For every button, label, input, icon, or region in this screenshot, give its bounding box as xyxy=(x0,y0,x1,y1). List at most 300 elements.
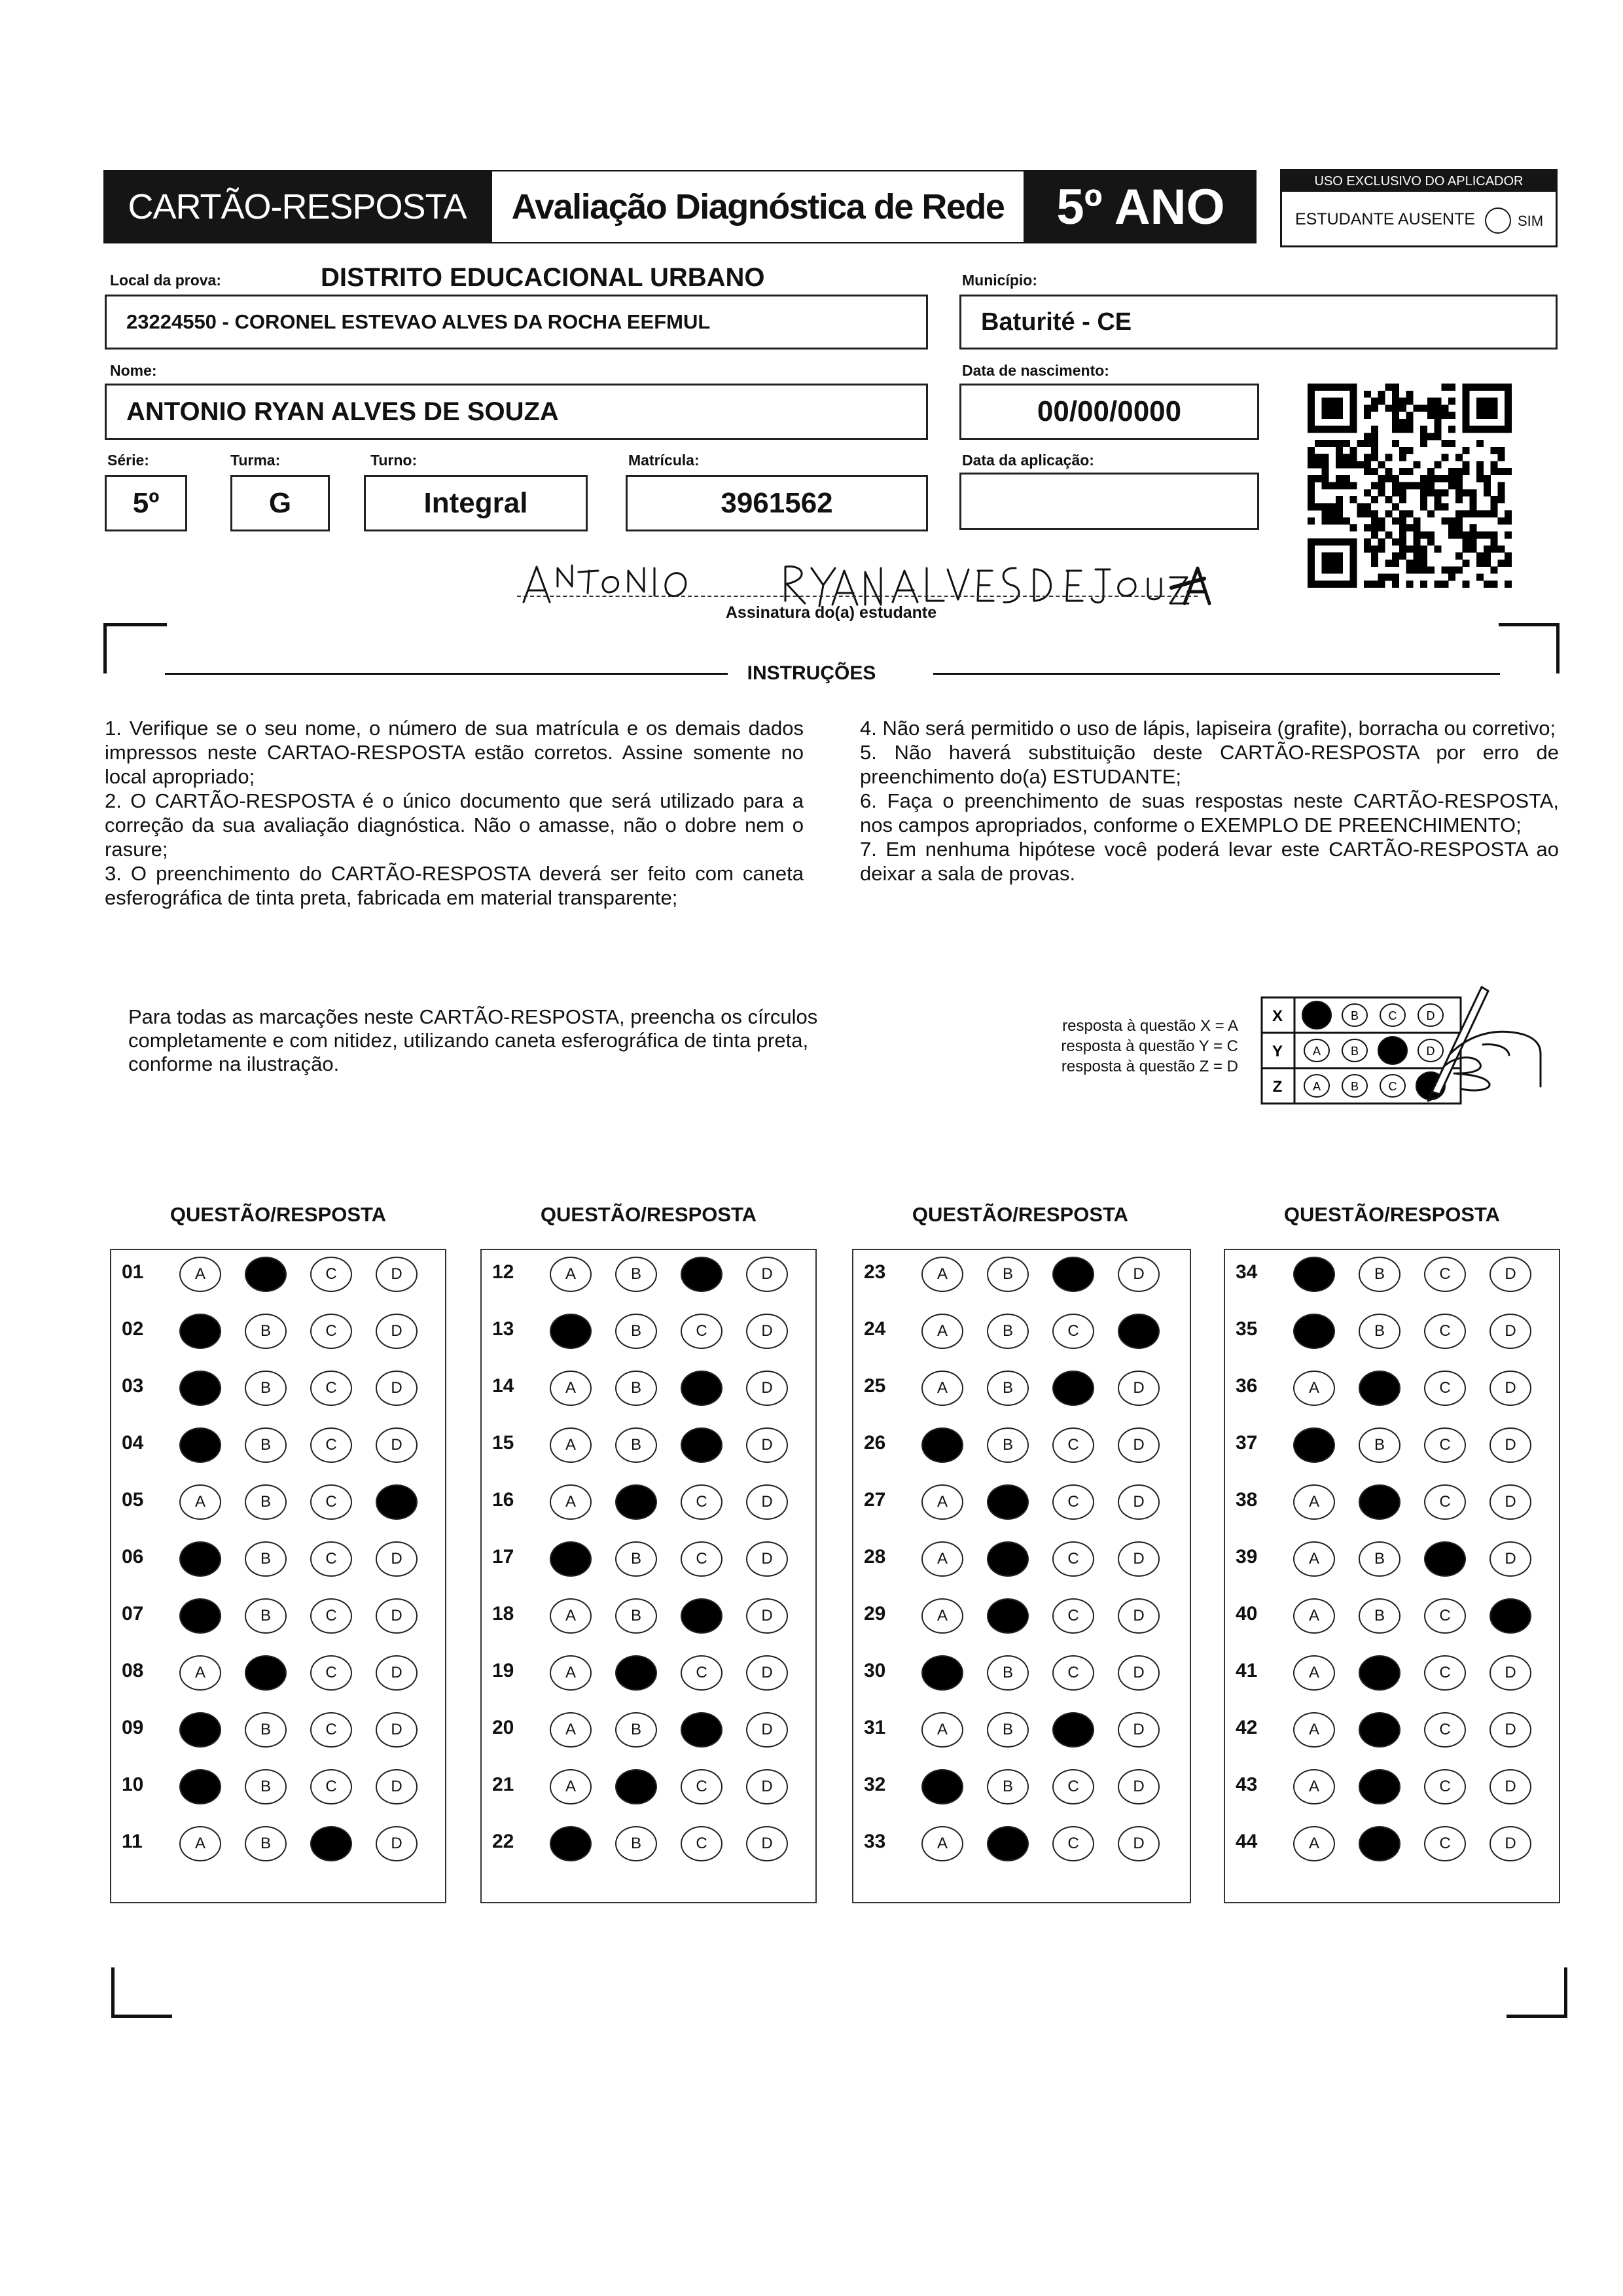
answer-bubble-c[interactable]: C xyxy=(310,1257,352,1292)
answer-bubble-c[interactable]: C xyxy=(1052,1371,1094,1406)
answer-bubble-c[interactable]: C xyxy=(1424,1598,1466,1634)
ausente-label: ESTUDANTE AUSENTE xyxy=(1295,210,1476,228)
answer-bubble-a[interactable]: A xyxy=(179,1427,221,1463)
matricula-field xyxy=(626,475,928,531)
answer-bubble-c[interactable]: C xyxy=(681,1257,722,1292)
instructions-rule-right xyxy=(933,673,1500,675)
answer-bubble-c[interactable]: C xyxy=(1424,1826,1466,1861)
nascimento-field xyxy=(959,384,1259,440)
answer-bubble-c[interactable]: C xyxy=(681,1314,722,1349)
question-number: 07 xyxy=(122,1603,144,1624)
nascimento-label: Data de nascimento: xyxy=(962,362,1109,379)
question-number: 34 xyxy=(1236,1261,1258,1283)
answer-bubble-a[interactable]: A xyxy=(921,1541,963,1577)
corner-bottom-right xyxy=(1507,1967,1567,2018)
answer-bubble-a[interactable]: A xyxy=(550,1314,592,1349)
answer-bubble-c[interactable]: C xyxy=(681,1598,722,1634)
example-bubble-letter: A xyxy=(1312,1045,1321,1058)
answer-bubble-b[interactable]: B xyxy=(987,1371,1029,1406)
answer-column-1 xyxy=(110,1249,446,1903)
answer-bubble-b[interactable]: B xyxy=(245,1826,287,1861)
instructions-right xyxy=(860,716,1559,886)
question-number: 37 xyxy=(1236,1432,1258,1454)
answer-bubble-c[interactable]: C xyxy=(1424,1769,1466,1804)
example-bubble-letter: A xyxy=(1312,1080,1321,1093)
nome-field xyxy=(105,384,928,440)
answer-bubble-d[interactable]: D xyxy=(1118,1655,1160,1691)
answer-bubble-d[interactable]: D xyxy=(1118,1257,1160,1292)
answer-bubble-b[interactable]: B xyxy=(1359,1655,1400,1691)
answer-bubble-d[interactable]: D xyxy=(1118,1371,1160,1406)
example-bubble-letter: B xyxy=(1350,1045,1359,1058)
answer-bubble-b[interactable]: B xyxy=(615,1655,657,1691)
answer-bubble-c[interactable]: C xyxy=(1052,1427,1094,1463)
answer-row xyxy=(111,1253,445,1292)
question-number: 39 xyxy=(1236,1546,1258,1568)
answer-bubble-a[interactable]: A xyxy=(1293,1712,1335,1748)
example-row-label: X xyxy=(1272,1007,1283,1025)
answer-bubble-a[interactable]: A xyxy=(550,1712,592,1748)
answer-row xyxy=(1225,1822,1559,1861)
answer-row xyxy=(111,1537,445,1577)
answer-bubble-d[interactable]: D xyxy=(1489,1541,1531,1577)
answer-bubble-b[interactable]: B xyxy=(615,1427,657,1463)
answer-bubble-c[interactable]: C xyxy=(681,1484,722,1520)
question-number: 13 xyxy=(492,1318,514,1340)
answer-bubble-d[interactable]: D xyxy=(1118,1484,1160,1520)
question-number: 25 xyxy=(864,1375,886,1397)
serie-label: Série: xyxy=(107,452,149,469)
answer-bubble-d[interactable]: D xyxy=(376,1598,418,1634)
question-number: 02 xyxy=(122,1318,144,1340)
question-number: 12 xyxy=(492,1261,514,1283)
answer-bubble-a[interactable]: A xyxy=(179,1314,221,1349)
answer-row xyxy=(111,1424,445,1463)
nome-label: Nome: xyxy=(110,362,157,379)
answer-bubble-a[interactable]: A xyxy=(921,1826,963,1861)
answer-bubble-b[interactable]: B xyxy=(987,1712,1029,1748)
answer-bubble-b[interactable]: B xyxy=(1359,1769,1400,1804)
answer-column-2 xyxy=(480,1249,817,1903)
answer-bubble-b[interactable]: B xyxy=(615,1484,657,1520)
aplicacao-field xyxy=(959,473,1259,530)
answer-bubble-c[interactable]: C xyxy=(681,1769,722,1804)
municipio-label: Município: xyxy=(962,272,1037,289)
column-title: QUESTÃO/RESPOSTA xyxy=(540,1203,757,1226)
answer-row xyxy=(1225,1480,1559,1520)
answer-bubble-b[interactable]: B xyxy=(987,1826,1029,1861)
question-number: 26 xyxy=(864,1432,886,1454)
answer-row xyxy=(111,1822,445,1861)
question-number: 31 xyxy=(864,1717,886,1738)
aplicador-box xyxy=(1280,169,1558,247)
answer-bubble-b[interactable]: B xyxy=(987,1427,1029,1463)
nascimento-value: 00/00/0000 xyxy=(1037,395,1182,427)
answer-bubble-d[interactable]: D xyxy=(1489,1769,1531,1804)
answer-bubble-d[interactable]: D xyxy=(746,1257,788,1292)
question-number: 32 xyxy=(864,1774,886,1795)
answer-bubble-a[interactable]: A xyxy=(179,1541,221,1577)
answer-bubble-a[interactable]: A xyxy=(550,1655,592,1691)
local-value: DISTRITO EDUCACIONAL URBANO xyxy=(321,263,765,292)
answer-bubble-c[interactable]: C xyxy=(310,1541,352,1577)
answer-bubble-c[interactable]: C xyxy=(310,1712,352,1748)
answer-bubble-d[interactable]: D xyxy=(1118,1541,1160,1577)
answer-bubble-a[interactable]: A xyxy=(550,1427,592,1463)
answer-bubble-d[interactable]: D xyxy=(376,1371,418,1406)
answer-bubble-b[interactable]: B xyxy=(1359,1257,1400,1292)
answer-bubble-d[interactable]: D xyxy=(746,1598,788,1634)
answer-bubble-a[interactable]: A xyxy=(921,1769,963,1804)
answer-bubble-b[interactable]: B xyxy=(987,1257,1029,1292)
answer-bubble-d[interactable]: D xyxy=(746,1427,788,1463)
answer-bubble-c[interactable]: C xyxy=(1052,1598,1094,1634)
answer-row xyxy=(482,1537,815,1577)
fill-example-illustration xyxy=(1260,982,1542,1113)
answer-row xyxy=(482,1822,815,1861)
exam-title: Avaliação Diagnóstica de Rede xyxy=(491,170,1025,243)
question-number: 42 xyxy=(1236,1717,1258,1738)
answer-bubble-c[interactable]: C xyxy=(1424,1314,1466,1349)
answer-bubble-b[interactable]: B xyxy=(987,1314,1029,1349)
answer-bubble-d[interactable]: D xyxy=(746,1769,788,1804)
answer-bubble-d[interactable]: D xyxy=(746,1484,788,1520)
answer-bubble-a[interactable]: A xyxy=(179,1598,221,1634)
example-bubble-letter: B xyxy=(1350,1080,1359,1093)
answer-bubble-d[interactable]: D xyxy=(1489,1826,1531,1861)
answer-bubble-d[interactable]: D xyxy=(1489,1712,1531,1748)
question-number: 30 xyxy=(864,1660,886,1681)
answer-bubble-a[interactable]: A xyxy=(179,1484,221,1520)
question-number: 06 xyxy=(122,1546,144,1568)
question-number: 19 xyxy=(492,1660,514,1681)
answer-bubble-c[interactable]: C xyxy=(1424,1541,1466,1577)
answer-bubble-a[interactable]: A xyxy=(550,1541,592,1577)
answer-bubble-c[interactable]: C xyxy=(310,1371,352,1406)
answer-bubble-c[interactable]: C xyxy=(1424,1712,1466,1748)
answer-bubble-b[interactable]: B xyxy=(1359,1484,1400,1520)
answer-bubble-c[interactable]: C xyxy=(681,1826,722,1861)
serie-value: 5º xyxy=(132,487,160,519)
answer-bubble-b[interactable]: B xyxy=(987,1484,1029,1520)
answer-bubble-d[interactable]: D xyxy=(746,1826,788,1861)
answer-bubble-d[interactable]: D xyxy=(376,1541,418,1577)
answer-bubble-a[interactable]: A xyxy=(921,1257,963,1292)
answer-bubble-b[interactable]: B xyxy=(245,1598,287,1634)
answer-bubble-a[interactable]: A xyxy=(1293,1484,1335,1520)
question-number: 14 xyxy=(492,1375,514,1397)
answer-bubble-c[interactable]: C xyxy=(1052,1826,1094,1861)
answer-bubble-a[interactable]: A xyxy=(921,1371,963,1406)
answer-bubble-b[interactable]: B xyxy=(245,1314,287,1349)
answer-bubble-d[interactable]: D xyxy=(1489,1427,1531,1463)
answer-bubble-b[interactable]: B xyxy=(615,1769,657,1804)
escola-field xyxy=(105,295,928,350)
answer-bubble-c[interactable]: C xyxy=(310,1598,352,1634)
answer-bubble-b[interactable]: B xyxy=(987,1769,1029,1804)
turno-value: Integral xyxy=(423,487,528,519)
instruction-7: 7. Em nenhuma hipótese você poderá levar este CARTÃO-RESPOSTA ao deixar a sala de provas. xyxy=(860,838,1559,885)
instructions-title: INSTRUÇÕES xyxy=(747,662,876,684)
answer-row xyxy=(482,1424,815,1463)
question-number: 21 xyxy=(492,1774,514,1795)
nome-value: ANTONIO RYAN ALVES DE SOUZA xyxy=(126,397,559,426)
answer-bubble-a[interactable]: A xyxy=(1293,1257,1335,1292)
answer-row xyxy=(482,1480,815,1520)
answer-bubble-d[interactable]: D xyxy=(376,1655,418,1691)
turno-label: Turno: xyxy=(370,452,418,469)
answer-bubble-a[interactable]: A xyxy=(921,1598,963,1634)
answer-bubble-a[interactable]: A xyxy=(921,1484,963,1520)
answer-bubble-b[interactable]: B xyxy=(615,1712,657,1748)
example-bubble-x-a xyxy=(1302,1001,1331,1029)
answer-bubble-b[interactable]: B xyxy=(1359,1427,1400,1463)
answer-bubble-b[interactable]: B xyxy=(245,1655,287,1691)
answer-bubble-d[interactable]: D xyxy=(376,1712,418,1748)
answer-bubble-b[interactable]: B xyxy=(987,1541,1029,1577)
answer-bubble-a[interactable]: A xyxy=(921,1712,963,1748)
question-number: 28 xyxy=(864,1546,886,1568)
question-number: 33 xyxy=(864,1831,886,1852)
answer-bubble-c[interactable]: C xyxy=(310,1655,352,1691)
answer-row xyxy=(1225,1253,1559,1292)
answer-bubble-c[interactable]: C xyxy=(1052,1655,1094,1691)
answer-bubble-b[interactable]: B xyxy=(245,1427,287,1463)
answer-bubble-c[interactable]: C xyxy=(1052,1712,1094,1748)
answer-bubble-a[interactable]: A xyxy=(550,1769,592,1804)
answer-bubble-b[interactable]: B xyxy=(615,1314,657,1349)
answer-row xyxy=(853,1594,1190,1634)
answer-row xyxy=(111,1708,445,1748)
turno-field xyxy=(364,475,588,531)
answer-bubble-d[interactable]: D xyxy=(1489,1484,1531,1520)
answer-bubble-c[interactable]: C xyxy=(1052,1484,1094,1520)
answer-bubble-b[interactable]: B xyxy=(1359,1598,1400,1634)
answer-bubble-d[interactable]: D xyxy=(1489,1655,1531,1691)
answer-row xyxy=(853,1424,1190,1463)
answer-row xyxy=(1225,1594,1559,1634)
answer-bubble-d[interactable]: D xyxy=(1118,1427,1160,1463)
question-number: 43 xyxy=(1236,1774,1258,1795)
answer-bubble-c[interactable]: C xyxy=(1424,1484,1466,1520)
answer-bubble-a[interactable]: A xyxy=(1293,1427,1335,1463)
question-number: 18 xyxy=(492,1603,514,1624)
answer-bubble-b[interactable]: B xyxy=(987,1655,1029,1691)
answer-row xyxy=(1225,1424,1559,1463)
pen-hand-icon xyxy=(1428,987,1541,1101)
example-bubble-letter: C xyxy=(1388,1009,1397,1022)
answer-bubble-b[interactable]: B xyxy=(1359,1826,1400,1861)
signature-line xyxy=(517,596,1198,597)
instructions-left xyxy=(105,716,804,910)
answer-bubble-b[interactable]: B xyxy=(245,1712,287,1748)
answer-bubble-b[interactable]: B xyxy=(615,1257,657,1292)
answer-bubble-b[interactable]: B xyxy=(615,1541,657,1577)
answer-bubble-c[interactable]: C xyxy=(1052,1257,1094,1292)
instruction-3: 3. O preenchimento do CARTÃO-RESPOSTA deverá ser feito com caneta esferográfica de tinta preta, fabricada em material transparente; xyxy=(105,862,804,909)
answer-bubble-c[interactable]: C xyxy=(1424,1427,1466,1463)
answer-bubble-a[interactable]: A xyxy=(179,1655,221,1691)
answer-bubble-d[interactable]: D xyxy=(376,1484,418,1520)
question-number: 10 xyxy=(122,1774,144,1795)
answer-bubble-a[interactable]: A xyxy=(179,1712,221,1748)
answer-bubble-b[interactable]: B xyxy=(1359,1541,1400,1577)
answer-bubble-b[interactable]: B xyxy=(1359,1314,1400,1349)
answer-bubble-a[interactable]: A xyxy=(179,1769,221,1804)
fill-instructions: Para todas as marcações neste CARTÃO-RESPOSTA, preencha os círculos completamente e com nitidez, utilizando caneta esferográfica de tinta preta, conforme na ilustração. xyxy=(128,1005,818,1075)
answer-bubble-d[interactable]: D xyxy=(376,1769,418,1804)
answer-bubble-b[interactable]: B xyxy=(245,1541,287,1577)
answer-bubble-c[interactable]: C xyxy=(681,1427,722,1463)
answer-bubble-c[interactable]: C xyxy=(681,1712,722,1748)
answer-bubble-b[interactable]: B xyxy=(615,1598,657,1634)
answer-bubble-a[interactable]: A xyxy=(550,1484,592,1520)
answer-bubble-b[interactable]: B xyxy=(245,1484,287,1520)
question-number: 24 xyxy=(864,1318,886,1340)
answer-row xyxy=(853,1253,1190,1292)
local-label: Local da prova: xyxy=(110,272,221,289)
question-number: 41 xyxy=(1236,1660,1258,1681)
question-number: 11 xyxy=(122,1831,143,1852)
answer-bubble-c[interactable]: C xyxy=(1424,1371,1466,1406)
answer-row xyxy=(853,1367,1190,1406)
answer-row xyxy=(1225,1765,1559,1804)
answer-row xyxy=(1225,1367,1559,1406)
answer-bubble-c[interactable]: C xyxy=(1052,1541,1094,1577)
answer-bubble-c[interactable]: C xyxy=(310,1484,352,1520)
answer-bubble-c[interactable]: C xyxy=(1052,1769,1094,1804)
answer-bubble-a[interactable]: A xyxy=(550,1598,592,1634)
answer-bubble-c[interactable]: C xyxy=(1424,1655,1466,1691)
answer-bubble-c[interactable]: C xyxy=(310,1826,352,1861)
answer-bubble-d[interactable]: D xyxy=(1118,1769,1160,1804)
answer-bubble-d[interactable]: D xyxy=(1489,1371,1531,1406)
answer-bubble-b[interactable]: B xyxy=(1359,1371,1400,1406)
answer-bubble-b[interactable]: B xyxy=(245,1769,287,1804)
answer-bubble-a[interactable]: A xyxy=(179,1826,221,1861)
answer-bubble-d[interactable]: D xyxy=(1489,1257,1531,1292)
answer-bubble-c[interactable]: C xyxy=(681,1655,722,1691)
answer-bubble-d[interactable]: D xyxy=(1489,1598,1531,1634)
question-number: 23 xyxy=(864,1261,886,1283)
example-row-label: Z xyxy=(1272,1078,1283,1096)
answer-bubble-a[interactable]: A xyxy=(550,1257,592,1292)
answer-row xyxy=(482,1253,815,1292)
instruction-1: 1. Verifique se o seu nome, o número de sua matrícula e os demais dados impressos neste CARTAO-RESPOSTA estão corretos. Assine somente no local apropriado; xyxy=(105,717,804,788)
answer-bubble-c[interactable]: C xyxy=(310,1769,352,1804)
answer-bubble-a[interactable]: A xyxy=(550,1371,592,1406)
answer-bubble-a[interactable]: A xyxy=(921,1655,963,1691)
answer-bubble-a[interactable]: A xyxy=(550,1826,592,1861)
answer-bubble-c[interactable]: C xyxy=(310,1314,352,1349)
answer-bubble-b[interactable]: B xyxy=(615,1826,657,1861)
answer-bubble-c[interactable]: C xyxy=(310,1427,352,1463)
matricula-value: 3961562 xyxy=(721,487,833,519)
answer-bubble-d[interactable]: D xyxy=(376,1427,418,1463)
answer-bubble-c[interactable]: C xyxy=(1052,1314,1094,1349)
answer-row xyxy=(1225,1310,1559,1349)
answer-bubble-a[interactable]: A xyxy=(179,1371,221,1406)
answer-bubble-a[interactable]: A xyxy=(1293,1314,1335,1349)
answer-bubble-d[interactable]: D xyxy=(376,1314,418,1349)
answer-bubble-b[interactable]: B xyxy=(1359,1712,1400,1748)
example-legend-x: resposta à questão X = A xyxy=(1062,1017,1238,1035)
answer-bubble-d[interactable]: D xyxy=(746,1314,788,1349)
answer-row xyxy=(111,1480,445,1520)
answer-bubble-a[interactable]: A xyxy=(1293,1371,1335,1406)
answer-bubble-b[interactable]: B xyxy=(245,1371,287,1406)
answer-bubble-d[interactable]: D xyxy=(1118,1712,1160,1748)
question-number: 01 xyxy=(122,1261,144,1283)
signature-caption: Assinatura do(a) estudante xyxy=(725,603,937,622)
answer-bubble-d[interactable]: D xyxy=(746,1655,788,1691)
answer-bubble-a[interactable]: A xyxy=(1293,1655,1335,1691)
answer-bubble-d[interactable]: D xyxy=(1118,1314,1160,1349)
question-number: 15 xyxy=(492,1432,514,1454)
question-number: 05 xyxy=(122,1489,144,1511)
answer-bubble-c[interactable]: C xyxy=(1424,1257,1466,1292)
answer-row xyxy=(853,1651,1190,1691)
question-number: 04 xyxy=(122,1432,144,1454)
answer-bubble-a[interactable]: A xyxy=(921,1427,963,1463)
answer-bubble-c[interactable]: C xyxy=(681,1371,722,1406)
answer-bubble-a[interactable]: A xyxy=(1293,1598,1335,1634)
answer-bubble-d[interactable]: D xyxy=(376,1826,418,1861)
answer-row xyxy=(482,1708,815,1748)
answer-bubble-d[interactable]: D xyxy=(1118,1598,1160,1634)
answer-bubble-d[interactable]: D xyxy=(746,1541,788,1577)
example-bubble-letter: C xyxy=(1388,1080,1397,1093)
turma-label: Turma: xyxy=(230,452,281,469)
answer-row xyxy=(111,1367,445,1406)
instruction-2: 2. O CARTÃO-RESPOSTA é o único documento que será utilizado para a correção da sua avaliação diagnóstica. Não o amasse, não o dobre nem o rasure; xyxy=(105,789,804,861)
escola-value: 23224550 - CORONEL ESTEVAO ALVES DA ROCHA EEFMUL xyxy=(126,310,711,333)
answer-row xyxy=(111,1765,445,1804)
question-number: 20 xyxy=(492,1717,514,1738)
answer-bubble-d[interactable]: D xyxy=(746,1371,788,1406)
answer-bubble-a[interactable]: A xyxy=(1293,1826,1335,1861)
answer-bubble-d[interactable]: D xyxy=(376,1257,418,1292)
example-bubble-letter: D xyxy=(1426,1009,1435,1022)
aplicacao-label: Data da aplicação: xyxy=(962,452,1094,469)
question-number: 03 xyxy=(122,1375,144,1397)
grade-label: 5º ANO xyxy=(1025,170,1257,243)
answer-bubble-b[interactable]: B xyxy=(245,1257,287,1292)
answer-bubble-b[interactable]: B xyxy=(615,1371,657,1406)
answer-bubble-d[interactable]: D xyxy=(746,1712,788,1748)
example-bubble-letter: D xyxy=(1426,1045,1435,1058)
instruction-6: 6. Faça o preenchimento de suas respostas neste CARTÃO-RESPOSTA, nos campos apropriados, conforme o EXEMPLO DE PREENCHIMENTO; xyxy=(860,789,1559,836)
answer-bubble-a[interactable]: A xyxy=(1293,1541,1335,1577)
answer-row xyxy=(111,1651,445,1691)
answer-bubble-a[interactable]: A xyxy=(179,1257,221,1292)
question-number: 35 xyxy=(1236,1318,1258,1340)
corner-bottom-left xyxy=(111,1967,172,2018)
question-number: 17 xyxy=(492,1546,514,1568)
answer-row xyxy=(1225,1708,1559,1748)
instruction-4: 4. Não será permitido o uso de lápis, lapiseira (grafite), borracha ou corretivo; xyxy=(860,717,1556,740)
answer-bubble-d[interactable]: D xyxy=(1118,1826,1160,1861)
qr-code-icon xyxy=(1308,384,1512,588)
aplicador-title: USO EXCLUSIVO DO APLICADOR xyxy=(1282,171,1556,192)
answer-bubble-c[interactable]: C xyxy=(681,1541,722,1577)
answer-bubble-a[interactable]: A xyxy=(921,1314,963,1349)
ausente-checkbox[interactable] xyxy=(1485,207,1511,234)
answer-row xyxy=(853,1822,1190,1861)
answer-bubble-d[interactable]: D xyxy=(1489,1314,1531,1349)
answer-bubble-b[interactable]: B xyxy=(987,1598,1029,1634)
answer-bubble-a[interactable]: A xyxy=(1293,1769,1335,1804)
